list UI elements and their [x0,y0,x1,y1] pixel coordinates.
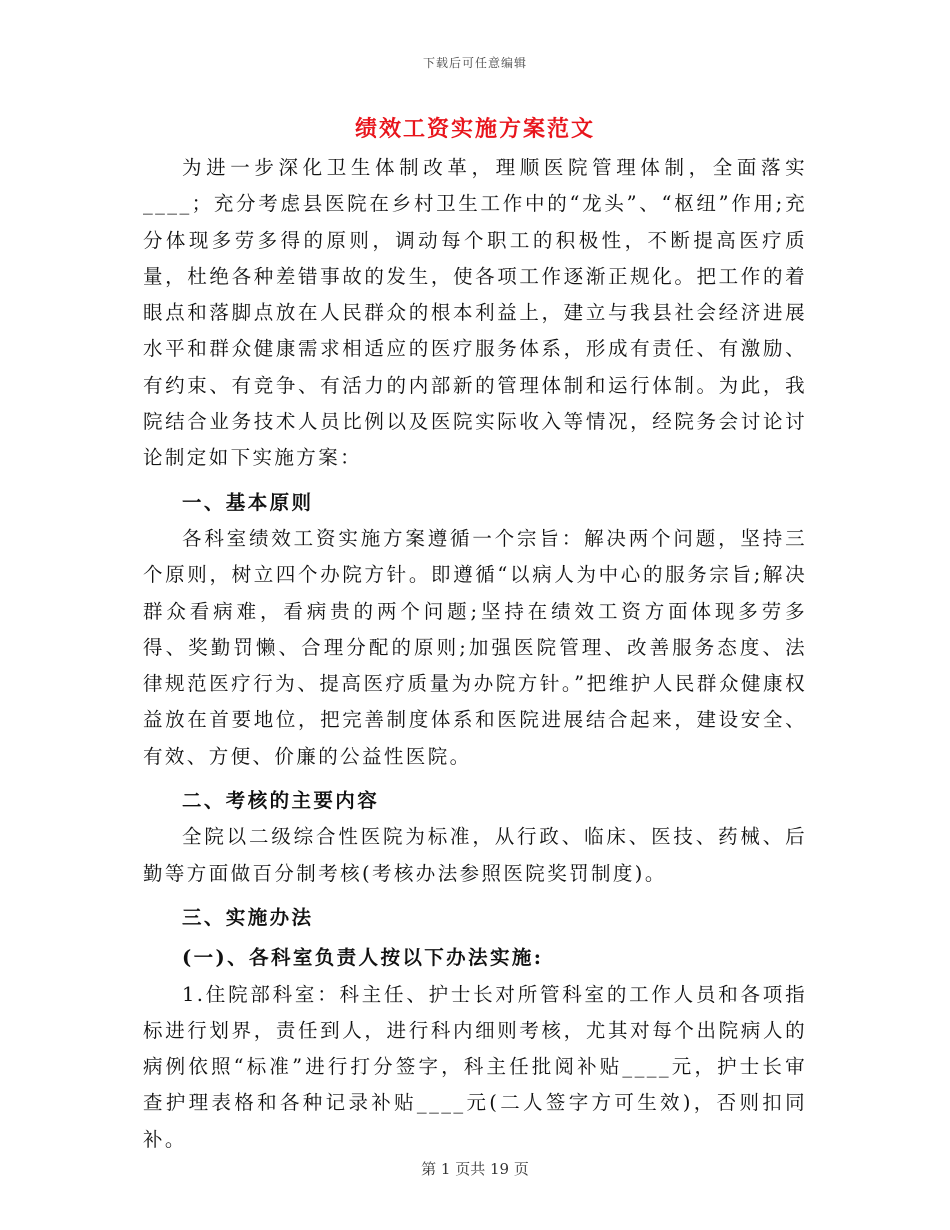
document-title: 绩效工资实施方案范文 [354,116,595,142]
page-footer: 第 1 页共 19 页 [421,1160,529,1178]
section-3-subheading: (一)、各科室负责人按以下办法实施: [182,946,544,970]
header-note: 下载后可任意编辑 [422,56,527,70]
section-3-heading: 三、实施办法 [182,905,314,929]
section-1-paragraph: 各科室绩效工资实施方案遵循一个宗旨：解决两个问题，坚持三个原则，树立四个办院方针。即遵循“以病人为中心的服务宗旨;解决群众看病难，看病贵的两个问题;坚持在绩效工资方面体现多劳多得、奖勤罚懒、合理分配的原则;加强医院管理、改善服务态度、法律规范医疗行为、提高医疗质量为办院方针。”把维护人民群众健康权益放在首要地位，把完善制度体系和医院进展结合起来，建设安全、有效、方便、价廉的公益性医院。 [143,526,807,768]
section-2-paragraph: 全院以二级综合性医院为标准，从行政、临床、医技、药械、后勤等方面做百分制考核(考核办法参照医院奖罚制度)。 [143,825,807,885]
section-3-item-1: 1.住院部科室：科主任、护士长对所管科室的工作人员和各项指标进行划界，责任到人，进行科内细则考核，尤其对每个出院病人的病例依照“标准”进行打分签字，科主任批阅补贴____元，护士长审查护理表格和各种记录补贴____元(二人签字方可生效)，否则扣同补。 [143,982,807,1151]
section-2-heading: 二、考核的主要内容 [182,789,380,813]
document-body [143,150,807,1158]
intro-paragraph: 为进一步深化卫生体制改革，理顺医院管理体制，全面落实____；充分考虑县医院在乡村卫生工作中的“龙头”、“枢纽”作用;充分体现多劳多得的原则，调动每个职工的积极性，不断提高医疗质量，杜绝各种差错事故的发生，使各项工作逐渐正规化。把工作的着眼点和落脚点放在人民群众的根本利益上，建立与我县社会经济进展水平和群众健康需求相适应的医疗服务体系，形成有责任、有激励、有约束、有竞争、有活力的内部新的管理体制和运行体制。为此，我院结合业务技术人员比例以及医院实际收入等情况，经院务会讨论讨论制定如下实施方案： [143,156,807,470]
section-1-heading: 一、基本原则 [182,490,314,514]
